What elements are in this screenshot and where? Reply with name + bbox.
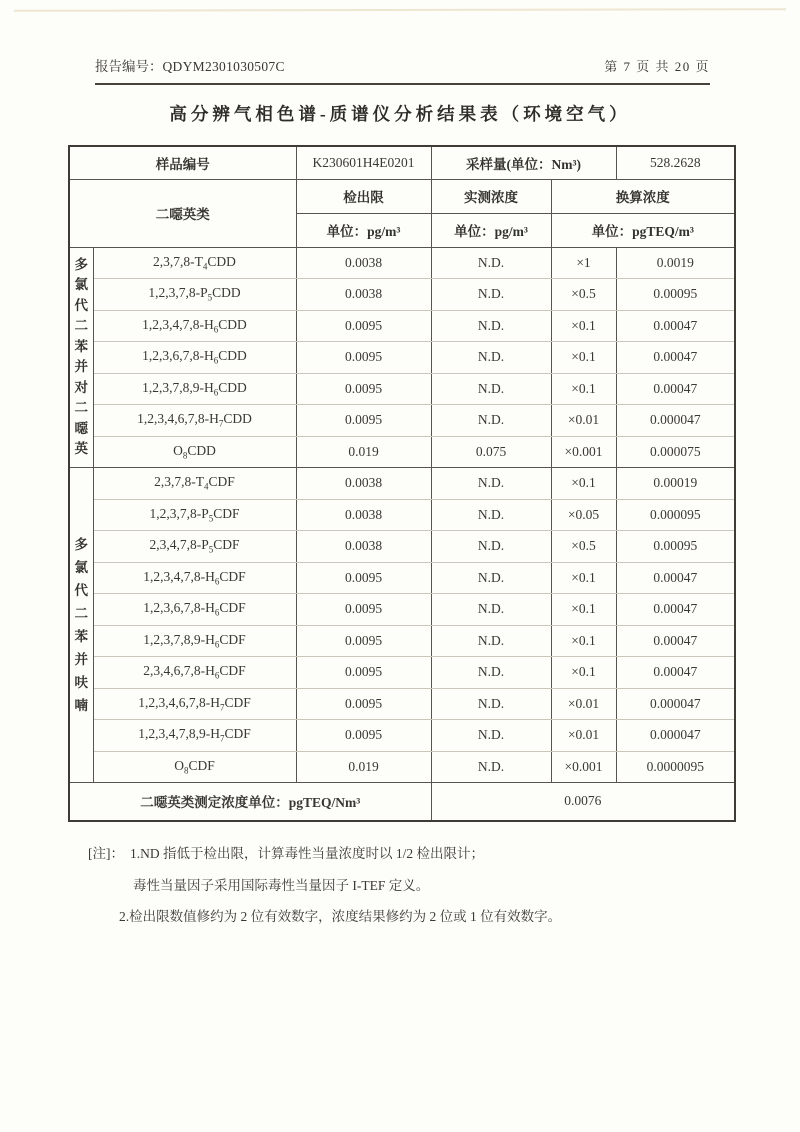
converted-value: 0.00095 [616,531,735,563]
footnote-line-3: 2.检出限数值修约为 2 位有效数字，浓度结果修约为 2 位或 1 位有效数字。 [119,909,562,924]
table-row [69,657,735,689]
detection-limit-value: 0.019 [296,436,431,468]
tef-factor: ×0.01 [551,405,616,437]
compound-name: $2,3,7,8-T_4CDD$ [93,247,296,279]
document-header [95,55,710,75]
tef-factor: ×0.1 [551,657,616,689]
measured-value: N.D. [431,405,551,437]
compound-name: $2,3,4,6,7,8-H_6CDF$ [93,657,296,689]
table-row [69,499,735,531]
detection-limit-value: 0.0038 [296,279,431,311]
table-row [69,531,735,563]
tef-factor: ×0.1 [551,625,616,657]
measured-value: N.D. [431,625,551,657]
table-row [69,751,735,783]
results-table-body [69,247,735,783]
measured-value: N.D. [431,657,551,689]
table-row [69,468,735,500]
measured-value: N.D. [431,342,551,374]
tef-factor: ×0.1 [551,468,616,500]
scan-artifact-line [14,8,786,12]
detection-limit-value: 0.0095 [296,720,431,752]
tef-factor: ×0.01 [551,720,616,752]
results-table [68,145,736,822]
converted-value: 0.000095 [616,499,735,531]
measured-value: N.D. [431,688,551,720]
table-row [69,688,735,720]
col-header-measured: 实测浓度 [431,179,551,213]
compound-name: $O_8CDD$ [93,436,296,468]
measured-value: 0.075 [431,436,551,468]
teq-unit-label: 二噁英类测定浓度单位：pgTEQ/Nm³ [69,783,431,821]
detection-limit-value: 0.0095 [296,310,431,342]
tef-factor: ×0.05 [551,499,616,531]
report-number [95,55,285,75]
tef-factor: ×0.1 [551,373,616,405]
converted-value: 0.00047 [616,310,735,342]
table-row [69,310,735,342]
footnote-text-1: 1.ND 指低于检出限，计算毒性当量浓度时以 1/2 检出限计； [130,846,484,861]
measured-value: N.D. [431,720,551,752]
page-title: 高分辨气相色谱-质谱仪分析结果表（环境空气） [169,104,631,124]
detection-limit-value: 0.0038 [296,499,431,531]
converted-value: 0.00047 [616,562,735,594]
results-table-header [69,146,735,247]
measured-value: N.D. [431,373,551,405]
col-header-converted: 换算浓度 [551,179,735,213]
report-number-label: 报告编号： [95,59,163,74]
compound-name: $2,3,7,8-T_4CDF$ [93,468,296,500]
table-row [69,436,735,468]
footnote-prefix: [注]： [88,846,124,861]
detection-limit-value: 0.019 [296,751,431,783]
tef-factor: ×0.001 [551,751,616,783]
detection-limit-value: 0.0095 [296,657,431,689]
footnote-line-2: 毒性当量因子采用国际毒性当量因子 I-TEF 定义。 [133,877,430,893]
tef-factor: ×0.1 [551,594,616,626]
compound-name: $1,2,3,7,8-P_5CDF$ [93,499,296,531]
converted-value: 0.000075 [616,436,735,468]
detection-limit-value: 0.0095 [296,562,431,594]
compound-name: $1,2,3,6,7,8-H_6CDF$ [93,594,296,626]
sampling-volume-value: 528.2628 [616,146,735,179]
converted-value: 0.00047 [616,657,735,689]
detection-limit-value: 0.0095 [296,625,431,657]
table-row [69,247,735,279]
detection-limit-value: 0.0095 [296,342,431,374]
converted-value: 0.0000095 [616,751,735,783]
compound-name: $1,2,3,4,7,8-H_6CDF$ [93,562,296,594]
group-label-text: 多氯代二苯并对二噁英 [74,256,88,457]
tef-factor: ×0.001 [551,436,616,468]
footnote-line-1 [88,838,748,870]
tef-factor: ×0.1 [551,310,616,342]
measured-value: N.D. [431,751,551,783]
table-row [69,342,735,374]
table-row [69,625,735,657]
header-rule [95,83,710,85]
measured-value: N.D. [431,247,551,279]
sample-info-row [69,146,735,179]
compound-name: $1,2,3,7,8,9-H_6CDD$ [93,373,296,405]
measured-value: N.D. [431,468,551,500]
measured-value: N.D. [431,279,551,311]
detection-limit-value: 0.0038 [296,468,431,500]
compound-name: $1,2,3,7,8-P_5CDD$ [93,279,296,311]
teq-total-row [69,783,735,821]
group-label [69,247,93,468]
sample-no-label: 样品编号 [69,146,296,179]
converted-value: 0.00019 [616,468,735,500]
converted-value: 0.00047 [616,594,735,626]
compound-name: $O_8CDF$ [93,751,296,783]
tef-factor: ×0.5 [551,279,616,311]
converted-value: 0.0019 [616,247,735,279]
teq-total-value: 0.0076 [431,783,735,821]
compound-name: $1,2,3,7,8,9-H_6CDF$ [93,625,296,657]
measured-value: N.D. [431,499,551,531]
detection-limit-value: 0.0095 [296,373,431,405]
footnotes [88,838,748,933]
tef-factor: ×0.01 [551,688,616,720]
converted-value: 0.000047 [616,720,735,752]
table-row [69,594,735,626]
compound-name: $1,2,3,6,7,8-H_6CDD$ [93,342,296,374]
compound-name: $1,2,3,4,7,8,9-H_7CDF$ [93,720,296,752]
table-row [69,562,735,594]
report-number-value: QDYM2301030507C [162,59,285,74]
compound-name: $1,2,3,4,6,7,8-H_7CDD$ [93,405,296,437]
sampling-volume-label: 采样量(单位：Nm³) [431,146,616,179]
table-row [69,720,735,752]
converted-value: 0.00047 [616,625,735,657]
detection-limit-value: 0.0095 [296,405,431,437]
table-row [69,279,735,311]
converted-value: 0.000047 [616,405,735,437]
unit-detection-limit: 单位：pg/m³ [296,213,431,247]
converted-value: 0.000047 [616,688,735,720]
sample-no-value: K230601H4E0201 [296,146,431,179]
unit-measured: 单位：pg/m³ [431,213,551,247]
detection-limit-value: 0.0038 [296,531,431,563]
measured-value: N.D. [431,562,551,594]
table-row [69,405,735,437]
col-header-detection-limit: 检出限 [296,179,431,213]
compound-name: $2,3,4,7,8-P_5CDF$ [93,531,296,563]
results-table-footer [69,783,735,821]
unit-converted: 单位：pgTEQ/m³ [551,213,735,247]
measured-value: N.D. [431,531,551,563]
tef-factor: ×0.5 [551,531,616,563]
category-header: 二噁英类 [69,179,296,247]
converted-value: 0.00047 [616,342,735,374]
detection-limit-value: 0.0095 [296,594,431,626]
measured-value: N.D. [431,594,551,626]
detection-limit-value: 0.0095 [296,688,431,720]
converted-value: 0.00095 [616,279,735,311]
page-indicator: 第 7 页 共 20 页 [604,59,710,74]
detection-limit-value: 0.0038 [296,247,431,279]
tef-factor: ×0.1 [551,342,616,374]
tef-factor: ×0.1 [551,562,616,594]
compound-name: $1,2,3,4,6,7,8-H_7CDF$ [93,688,296,720]
tef-factor: ×1 [551,247,616,279]
measured-value: N.D. [431,310,551,342]
group-label [69,468,93,783]
table-row [69,373,735,405]
converted-value: 0.00047 [616,373,735,405]
compound-name: $1,2,3,4,7,8-H_6CDD$ [93,310,296,342]
column-header-row [69,179,735,213]
group-label-text: 多氯代二苯并呋喃 [74,537,88,713]
